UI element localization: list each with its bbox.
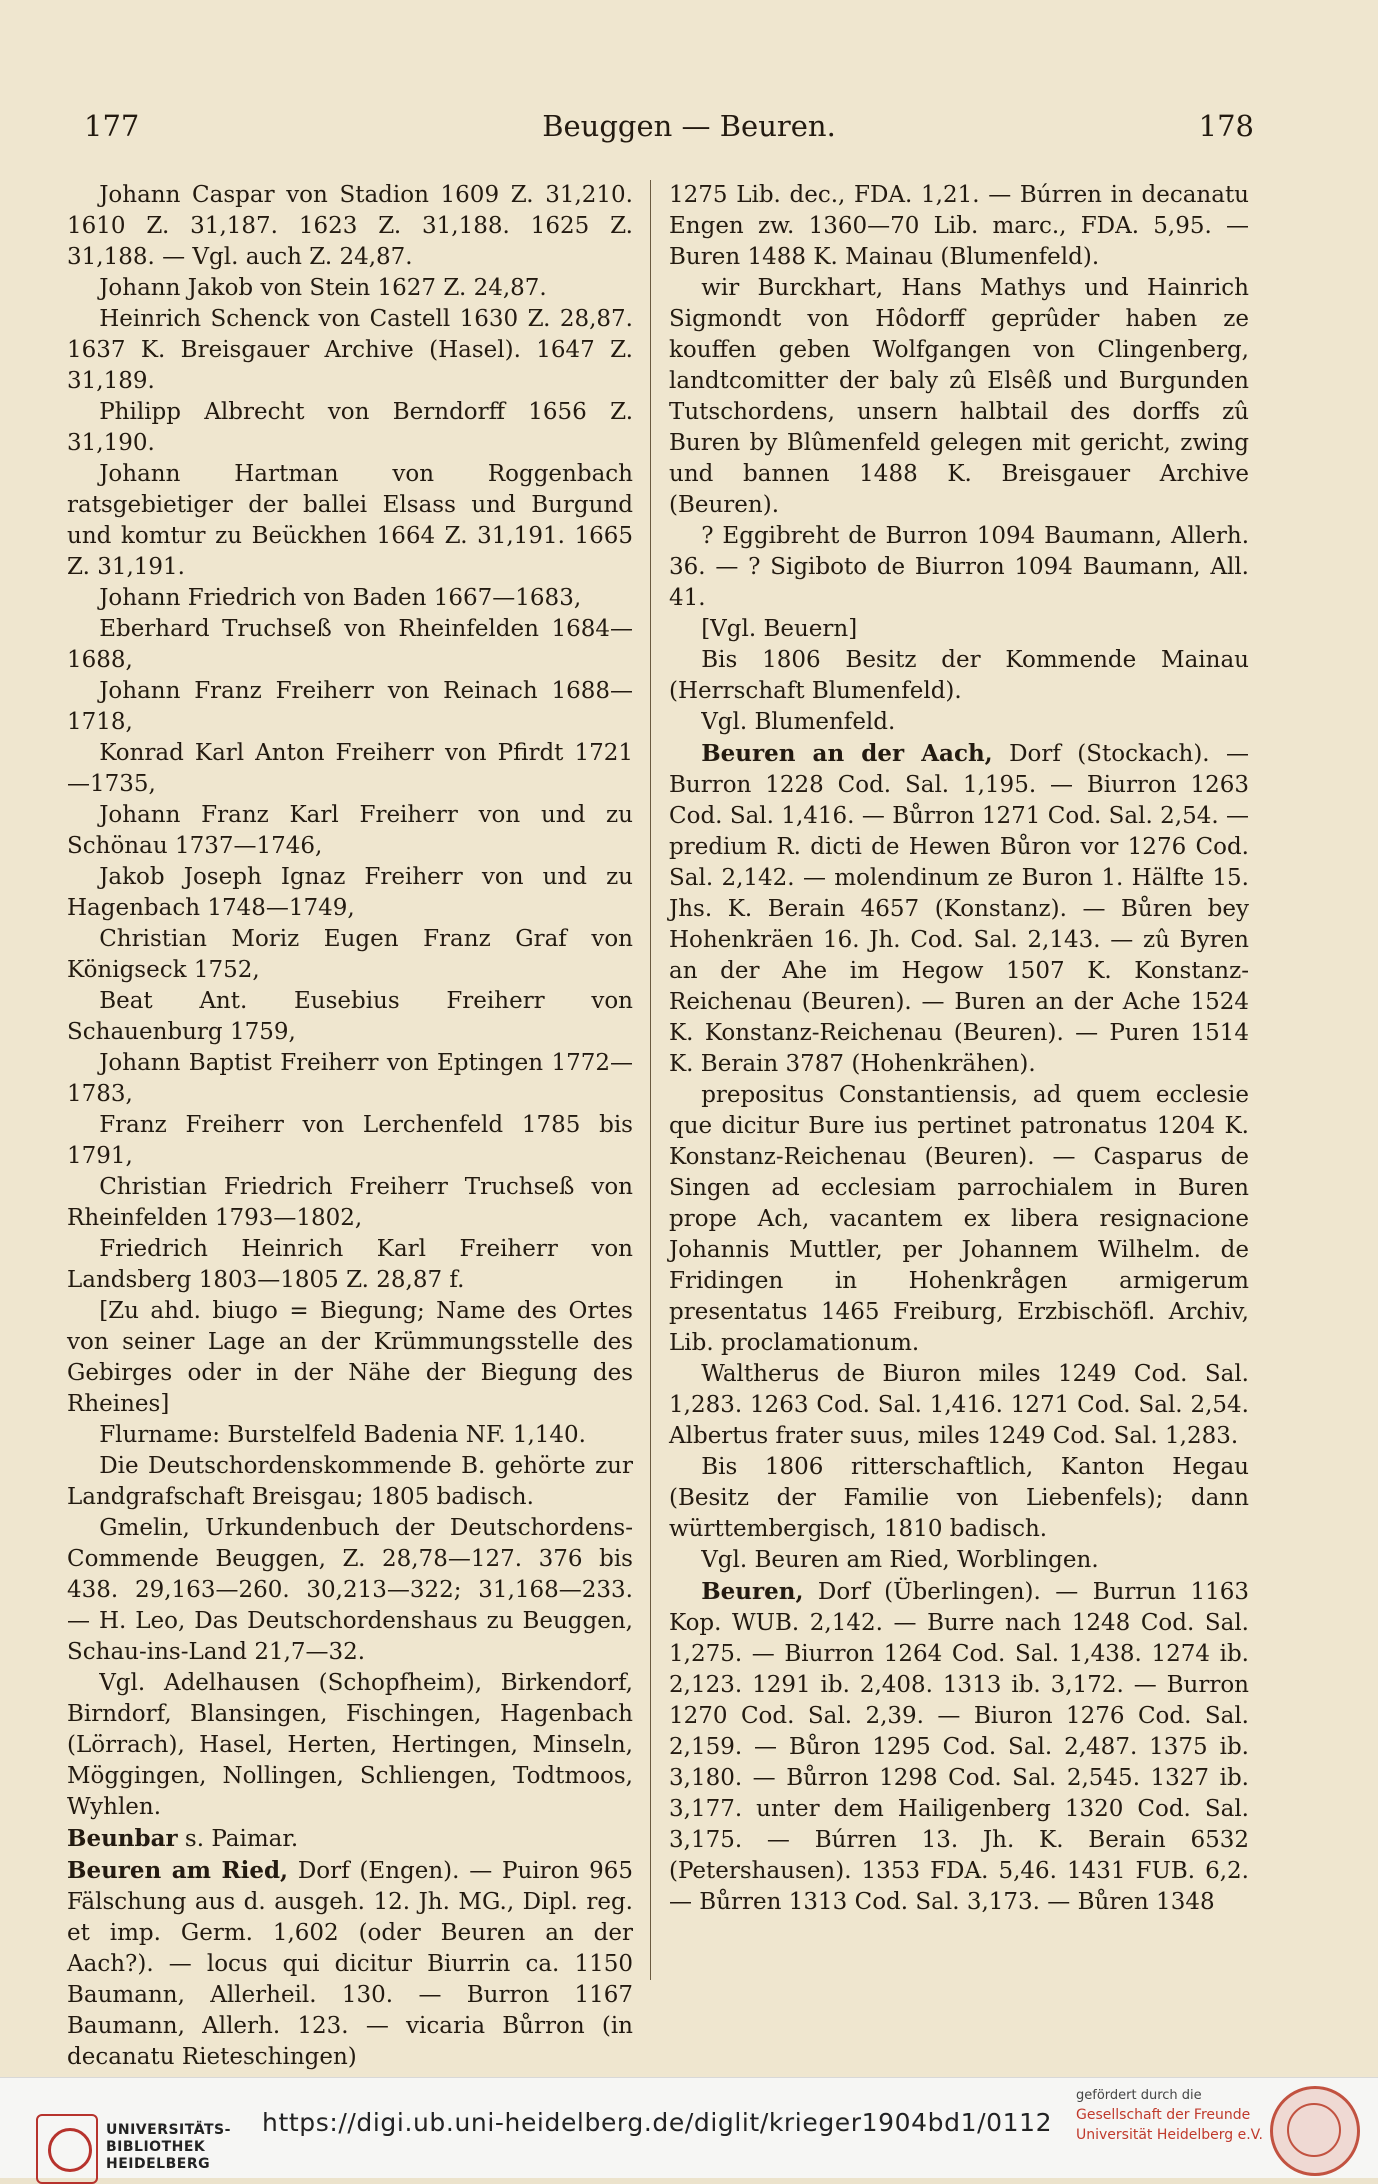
university-seal-icon bbox=[1270, 2086, 1360, 2176]
paragraph: Vgl. Adelhausen (Schopfheim), Birkendorf, Birndorf, Blansingen, Fischingen, Hagenbach (Lörrach), Hasel, Herten, Hertingen, Minseln, Möggingen, Nollingen, Schliengen, Todtmoos, Wyhlen. bbox=[67, 1670, 633, 1820]
paragraph: Johann Friedrich von Baden 1667—1683, bbox=[99, 585, 582, 611]
paragraph: ? Eggibreht de Burron 1094 Baumann, Allerh. 36. — ? Sigiboto de Biurron 1094 Baumann, All. 41. bbox=[669, 523, 1249, 611]
library-name: UNIVERSITÄTS-BIBLIOTHEK HEIDELBERG bbox=[106, 2122, 231, 2172]
paragraph: Philipp Albrecht von Berndorff 1656 Z. 31,190. bbox=[67, 399, 633, 456]
entry-beunbar bbox=[67, 1823, 633, 1855]
paragraph: wir Burckhart, Hans Mathys und Hainrich Sigmondt von Hôdorff geprûder haben ze kouffen geben Wolfgangen von Clingenberg, landtcomitter der baly zû Elsêß und Burgunden Tutschordens, unsern halbtail des dorffs zû Buren by Blûmenfeld gelegen mit gericht, zwing und bannen 1488 K. Breisgauer Archive (Beuren). bbox=[669, 275, 1249, 518]
running-title: Beuggen — Beuren. bbox=[542, 109, 836, 143]
column-divider bbox=[650, 180, 651, 1980]
paragraph: [Vgl. Beuern] bbox=[701, 616, 858, 642]
entry-beuren bbox=[669, 1576, 1249, 1918]
paragraph: Johann Franz Freiherr von Reinach 1688—1718, bbox=[67, 678, 633, 735]
paragraph: Die Deutschordenskommende B. gehörte zur Landgrafschaft Breisgau; 1805 badisch. bbox=[67, 1453, 633, 1510]
paragraph: prepositus Constantiensis, ad quem ecclesie que dicitur Bure ius pertinet patronatus 1204 K. Konstanz-Reichenau (Beuren). — Casparus de Singen ad ecclesiam parrochialem in Buren prope Ach, vacantem ex libera resignacione Johannis Muttler, per Johannem Wilhelm. de Fridingen in Hohenkrågen armigerum presentatus 1465 Freiburg, Erzbischöfl. Archiv, Lib. proclamationum. bbox=[669, 1082, 1249, 1356]
entry-text: Dorf (Überlingen). — Burrun 1163 Kop. WUB. 2,142. — Burre nach 1248 Cod. Sal. 1,275. — Biurron 1264 Cod. Sal. 1,438. 1274 ib. 2,123. 1291 ib. 2,408. 1313 ib. 3,172. — Burron 1270 Cod. Sal. 2,39. — Biuron 1276 Cod. Sal. 2,159. — Bůron 1295 Cod. Sal. 2,487. 1375 ib. 3,180. — Bůrron 1298 Cod. Sal. 2,545. 1327 ib. 3,177. unter dem Hailigenberg 1320 Cod. Sal. 3,175. — Búrren 13. Jh. K. Berain 6532 (Petershausen). 1353 FDA. 5,46. 1431 FUB. 6,2. — Bůrren 1313 Cod. Sal. 3,173. — Bůren 1348 bbox=[669, 1579, 1249, 1915]
paragraph: Gmelin, Urkundenbuch der Deutschordens-Commende Beuggen, Z. 28,78—127. 376 bis 438. 29,163—260. 30,213—322; 31,168—233. — H. Leo, Das Deutschordenshaus zu Beuggen, Schau-ins-Land 21,7—32. bbox=[67, 1515, 633, 1665]
paragraph: Bis 1806 ritterschaftlich, Kanton Hegau (Besitz der Familie von Liebenfels); dann württembergisch, 1810 badisch. bbox=[669, 1454, 1249, 1542]
paragraph: Heinrich Schenck von Castell 1630 Z. 28,87. 1637 K. Breisgauer Archive (Hasel). 1647 Z. 31,189. bbox=[67, 306, 633, 394]
paragraph: Waltherus de Biuron miles 1249 Cod. Sal. 1,283. 1263 Cod. Sal. 1,416. 1271 Cod. Sal. 2,54. Albertus frater suus, miles 1249 Cod. Sal. 1,283. bbox=[669, 1361, 1249, 1449]
paragraph: Johann Jakob von Stein 1627 Z. 24,87. bbox=[99, 275, 547, 301]
paragraph: Vgl. Blumenfeld. bbox=[701, 709, 896, 735]
permalink-url[interactable]: https://digi.ub.uni-heidelberg.de/diglit/krieger1904bd1/0112 bbox=[262, 2108, 1053, 2137]
paragraph: Beat Ant. Eusebius Freiherr von Schauenburg 1759, bbox=[67, 988, 633, 1045]
sponsor-label: gefördert durch die bbox=[1076, 2088, 1202, 2103]
entry-heading: Beuren am Ried, bbox=[67, 1857, 289, 1884]
paragraph: Johann Franz Karl Freiherr von und zu Schönau 1737—1746, bbox=[67, 802, 633, 859]
paragraph: Jakob Joseph Ignaz Freiherr von und zu Hagenbach 1748—1749, bbox=[67, 864, 633, 921]
footer-bar bbox=[0, 2077, 1378, 2178]
left-page-number: 177 bbox=[84, 109, 140, 143]
right-column bbox=[669, 180, 1249, 1918]
right-page-number: 178 bbox=[1198, 109, 1254, 143]
left-column bbox=[67, 180, 633, 2073]
paragraph: Friedrich Heinrich Karl Freiherr von Landsberg 1803—1805 Z. 28,87 f. bbox=[67, 1236, 633, 1293]
paragraph: Konrad Karl Anton Freiherr von Pfirdt 1721—1735, bbox=[67, 740, 633, 797]
paragraph: Flurname: Burstelfeld Badenia NF. 1,140. bbox=[99, 1422, 586, 1448]
paragraph: Johann Hartman von Roggenbach ratsgebietiger der ballei Elsass und Burgund und komtur zu Beückhen 1664 Z. 31,191. 1665 Z. 31,191. bbox=[67, 461, 633, 580]
paragraph: Franz Freiherr von Lerchenfeld 1785 bis 1791, bbox=[67, 1112, 633, 1169]
paragraph: Bis 1806 Besitz der Kommende Mainau (Herrschaft Blumenfeld). bbox=[669, 647, 1249, 704]
paragraph: [Zu ahd. biugo = Biegung; Name des Ortes von seiner Lage an der Krümmungsstelle des Gebirges oder in der Nähe der Biegung des Rheines] bbox=[67, 1298, 633, 1417]
sponsor-block[interactable] bbox=[1076, 2086, 1266, 2145]
entry-heading: Beuren, bbox=[701, 1578, 804, 1605]
paragraph: Christian Moriz Eugen Franz Graf von Königseck 1752, bbox=[67, 926, 633, 983]
entry-beuren-am-ried bbox=[67, 1855, 633, 2073]
entry-text: Dorf (Engen). — Puiron 965 Fälschung aus d. ausgeh. 12. Jh. MG., Dipl. reg. et imp. Germ. 1,602 (oder Beuren an der Aach?). — locus qui dicitur Biurrin ca. 1150 Baumann, Allerheil. 130. — Burron 1167 Baumann, Allerh. 123. — vicaria Bůrron (in decanatu Rieteschingen) bbox=[67, 1858, 633, 2070]
paragraph: Johann Baptist Freiherr von Eptingen 1772—1783, bbox=[67, 1050, 633, 1107]
library-seal-icon bbox=[36, 2114, 98, 2184]
entry-heading: Beunbar bbox=[67, 1825, 178, 1852]
entry-beuren-an-der-aach bbox=[669, 738, 1249, 1080]
paragraph: 1275 Lib. dec., FDA. 1,21. — Búrren in decanatu Engen zw. 1360—70 Lib. marc., FDA. 5,95. — Buren 1488 K. Mainau (Blumenfeld). bbox=[669, 182, 1249, 270]
paragraph: Johann Caspar von Stadion 1609 Z. 31,210. 1610 Z. 31,187. 1623 Z. 31,188. 1625 Z. 31,188. — Vgl. auch Z. 24,87. bbox=[67, 182, 633, 270]
paragraph: Eberhard Truchseß von Rheinfelden 1684—1688, bbox=[67, 616, 633, 673]
entry-heading: Beuren an der Aach, bbox=[701, 740, 993, 767]
university-library-logo[interactable] bbox=[18, 2096, 231, 2172]
paragraph: Christian Friedrich Freiherr Truchseß von Rheinfelden 1793—1802, bbox=[67, 1174, 633, 1231]
sponsor-org: Gesellschaft der Freunde Universität Heidelberg e.V. bbox=[1076, 2107, 1263, 2143]
entry-text: s. Paimar. bbox=[177, 1826, 299, 1852]
entry-text: Dorf (Stockach). — Burron 1228 Cod. Sal. 1,195. — Biurron 1263 Cod. Sal. 1,416. — Bůrron 1271 Cod. Sal. 2,54. — predium R. dicti de Hewen Bůron vor 1276 Cod. Sal. 2,142. — molendinum ze Buron 1. Hälfte 15. Jhs. K. Berain 4657 (Konstanz). — Bůren bey Hohenkräen 16. Jh. Cod. Sal. 2,143. — zû Byren an der Ahe im Hegow 1507 K. Konstanz-Reichenau (Beuren). — Buren an der Ache 1524 K. Konstanz-Reichenau (Beuren). — Puren 1514 K. Berain 3787 (Hohenkrähen). bbox=[669, 741, 1250, 1077]
paragraph: Vgl. Beuren am Ried, Worblingen. bbox=[701, 1547, 1099, 1573]
